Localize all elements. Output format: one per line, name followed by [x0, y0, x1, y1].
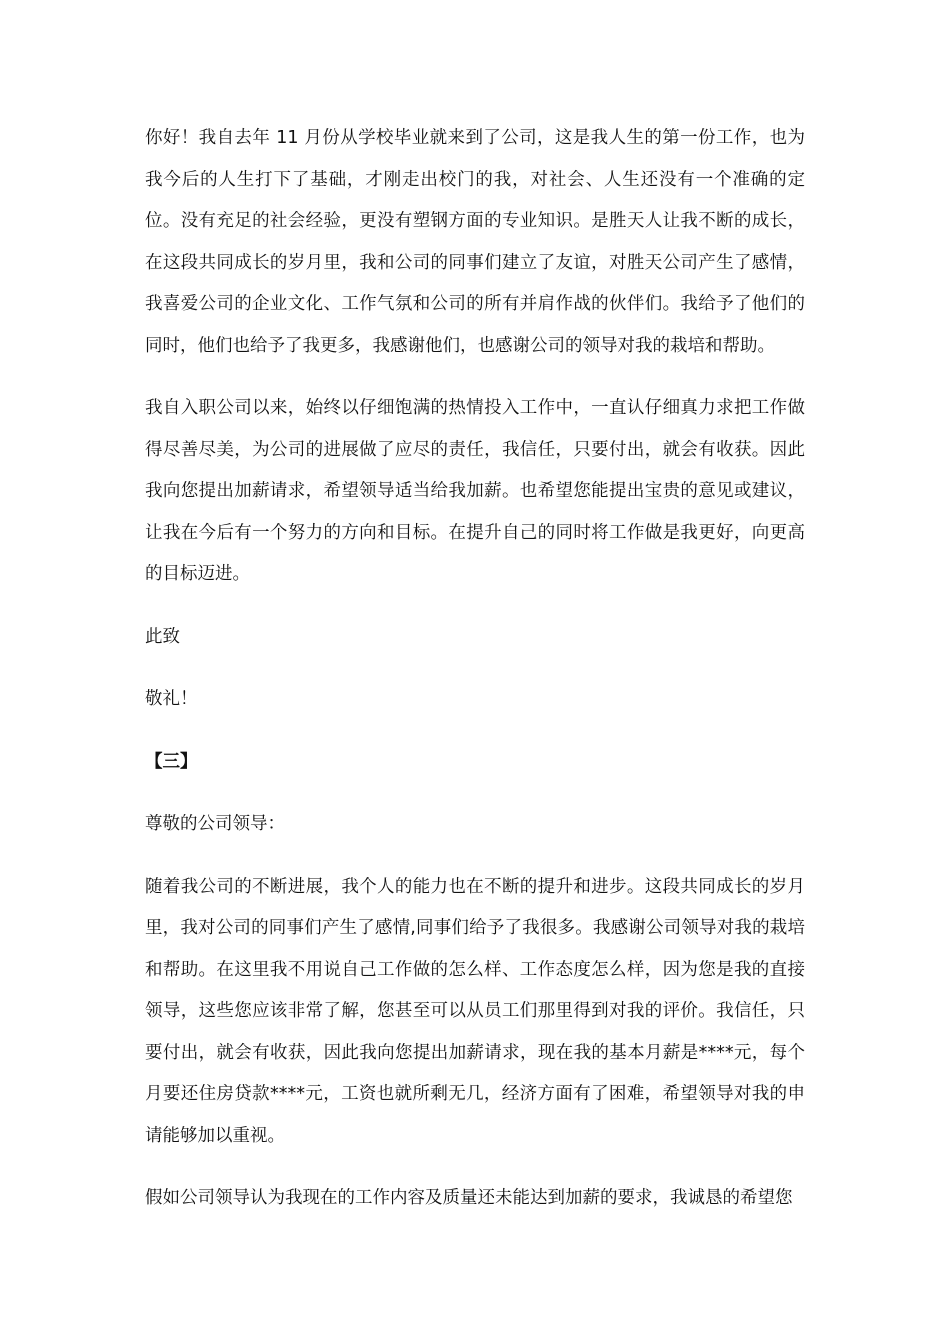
closing-regards: 敬礼！ — [145, 689, 198, 709]
document-body — [145, 118, 805, 1241]
paragraph-greeting: 你好！我自去年 11 月份从学校毕业就来到了公司，这是我人生的第一份工作，也为我今后的人生打下了基础，才刚走出校门的我，对社会、人生还没有一个准确的定位。没有充足的社会经验，更没有塑钢方面的专业知识。是胜天人让我不断的成长，在这段共同成长的岁月里，我和公司的同事们建立了友谊，对胜天公司产生了感情，我喜爱公司的企业文化、工作气氛和公司的所有并肩作战的伙伴们。我给予了他们的同时，他们也给予了我更多，我感谢他们，也感谢公司的领导对我的栽培和帮助。 — [145, 128, 805, 356]
paragraph-body: 随着我公司的不断进展，我个人的能力也在不断的提升和进步。这段共同成长的岁月里，我对公司的同事们产生了感情,同事们给予了我很多。我感谢公司领导对我的栽培和帮助。在这里我不用说自己工作做的怎么样、工作态度怎么样，因为您是我的直接领导，这些您应该非常了解，您甚至可以从员工们那里得到对我的评价。我信任，只要付出，就会有收获，因此我向您提出加薪请求，现在我的基本月薪是****元，每个月要还住房贷款****元，工资也就所剩无几，经济方面有了困难，希望领导对我的申请能够加以重视。 — [145, 876, 805, 1146]
section-heading: 【三】 — [145, 751, 198, 772]
closing-salutation: 此致 — [145, 626, 180, 647]
paragraph-request: 我自入职公司以来，始终以仔细饱满的热情投入工作中，一直认仔细真力求把工作做得尽善尽美，为公司的进展做了应尽的责任，我信任，只要付出，就会有收获。因此我向您提出加薪请求，希望领导适当给我加薪。也希望您能提出宝贵的意见或建议，让我在今后有一个努力的方向和目标。在提升自己的同时将工作做是我更好，向更高的目标迈进。 — [145, 398, 805, 584]
paragraph-continued: 假如公司领导认为我现在的工作内容及质量还未能达到加薪的要求，我诚恳的希望您 — [145, 1188, 793, 1208]
letter-addressee: 尊敬的公司领导： — [145, 814, 285, 834]
